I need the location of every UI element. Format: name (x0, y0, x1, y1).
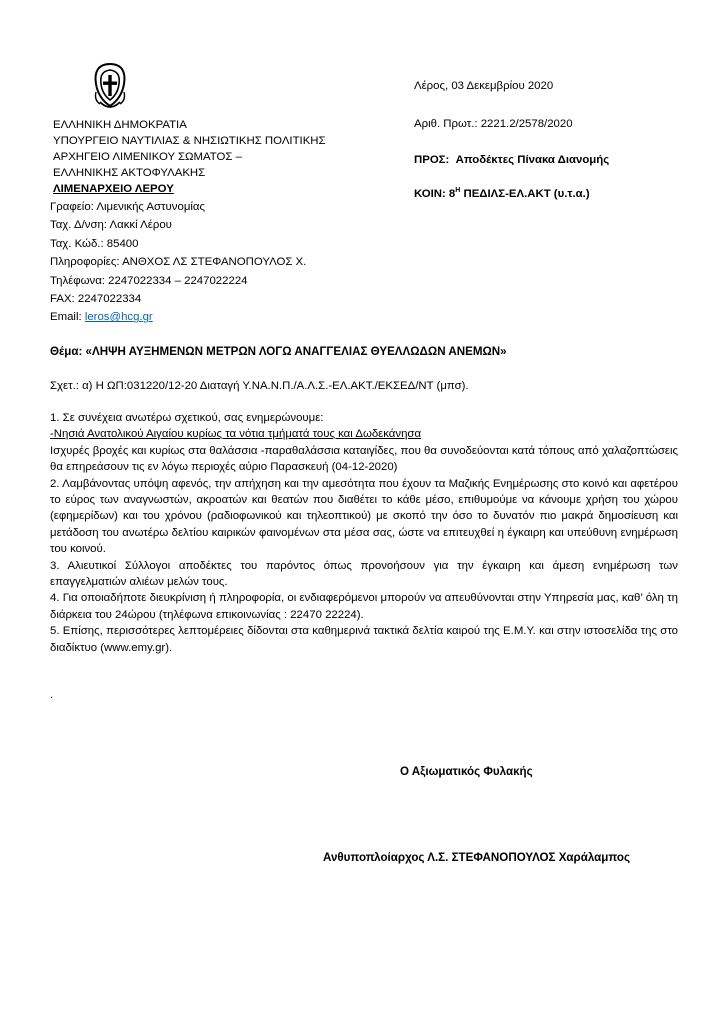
paragraph-4: 4. Για οποιαδήποτε διευκρίνιση ή πληροφορία, οι ενδιαφερόμενοι μπορούν να απευθύνονται στην Υπηρεσία μας, καθ’ όλη τη διάρκεια του 24ώρου (τηλέφωνα επικοινωνίας : 22470 22224). (50, 592, 678, 621)
affected-region: -Νησιά Ανατολικού Αιγαίου κυρίως τα νότια τμήματά τους και Δωδεκάνησα (50, 428, 422, 441)
forecast-detail: Ισχυρές βροχές και κυρίως στα θαλάσσια -παραθαλάσσια καταιγίδες, που θα συνοδεύονται κατά τόπους από χαλαζοπτώσεις θα επηρεάσουν τις εν λόγω περιοχές αύριο Παρασκευή (04-12-2020) (50, 444, 678, 474)
email-link[interactable]: leros@hcg.gr (84, 311, 153, 324)
cc-line (414, 187, 590, 200)
signatory-role: Ο Αξιωματικός Φυλακής (400, 765, 533, 778)
greek-coat-of-arms-icon (92, 62, 128, 112)
sender-line: ΥΠΟΥΡΓΕΙΟ ΝΑΥΤΙΛΙΑΣ & ΝΗΣΙΩΤΙΚΗΣ ΠΟΛΙΤΙΚΗΣ (53, 135, 326, 147)
trailing-dot: . (50, 689, 54, 701)
paragraph-2: 2. Λαμβάνοντας υπόψη αφενός, την απήχηση και την αμεσότητα που έχουν τα Μαζικής Ενημέρωσης στο κοινό και αφετέρου το εύρος των αναγνωστών, ακροατών και θεατών που διαθέτει το κάθε μέσο, επιθυμούμε να κάνουμε χρήση του χώρου (εφημερίδων) και του χρόνου (ραδιοφωνικού και τηλεοπτικού) με σκοπό την όσο το δυνατόν πιο μακρά δημοσίευση και μετάδοση του ανωτέρω δελτίου καιρικών φαινομένων στα μέσα σας, ώστε να επιτευχθεί η έγκαιρη και υπεύθυνη ενημέρωση του κοινού. (50, 477, 678, 556)
cc-superscript: Η (455, 187, 461, 194)
paragraph-3: 3. Αλιευτικοί Σύλλογοι αποδέκτες του παρόντος όπως προνοήσουν για την έγκαιρη και άμεση ενημέρωση των επαγγελματιών αλιέων μελών τους. (50, 559, 678, 589)
contact-person: Πληροφορίες: ΑΝΘΧΟΣ ΛΣ ΣΤΕΦΑΝΟΠΟΥΛΟΣ Χ. (50, 256, 307, 269)
protocol-number: Αριθ. Πρωτ.: 2221.2/2578/2020 (414, 118, 573, 130)
paragraph-5: 5. Επίσης, περισσότερες λεπτομέρειες δίδονται στα καθημερινά τακτικά δελτία καιρού της Ε.Μ.Υ. και στην ιστοσελίδα της στο διαδίκτυο (www.emy.gr). (50, 625, 678, 654)
sender-line: ΕΛΛΗΝΙΚΗ ΔΗΜΟΚΡΑΤΙΑ (53, 119, 187, 131)
fax-number: FAX: 2247022334 (50, 293, 142, 306)
letter-body (50, 410, 678, 656)
sender-block (50, 117, 380, 327)
address: Ταχ. Δ/νση: Λακκί Λέρου (50, 219, 172, 232)
paragraph-1: 1. Σε συνέχεια ανωτέρω σχετικού, σας ενημερώνουμε: (50, 412, 324, 424)
office-name: ΛΙΜΕΝΑΡΧΕΙΟ ΛΕΡΟΥ (53, 183, 174, 195)
cc-label: ΚΟΙΝ: 8 (414, 188, 456, 200)
department: Γραφείο: Λιμενικής Αστυνομίας (50, 201, 205, 213)
cc-value: ΠΕΔΙΛΣ-ΕΛ.ΑΚΤ (υ.τ.α.) (460, 188, 590, 200)
related-reference: Σχετ.: α) Η ΩΠ:031220/12-20 Διαταγή Υ.ΝΑ.Ν.Π./Α.Λ.Σ.-ΕΛ.ΑΚΤ./ΕΚΣΕΔ/ΝΤ (μπσ). (50, 380, 469, 392)
phone-numbers: Τηλέφωνα: 2247022334 – 2247022224 (50, 274, 248, 287)
sender-line: ΑΡΧΗΓΕΙΟ ΛΙΜΕΝΙΚΟΥ ΣΩΜΑΤΟΣ – (53, 151, 242, 163)
sender-line: ΕΛΛΗΝΙΚΗΣ ΑΚΤΟΦΥΛΑΚΗΣ (53, 167, 206, 179)
to-value: Αποδέκτες Πίνακα Διανομής (455, 154, 610, 166)
to-label: ΠΡΟΣ: (414, 154, 450, 166)
postcode: Ταχ. Κώδ.: 85400 (50, 237, 139, 250)
email-line (50, 308, 380, 326)
email-label: Email: (50, 311, 85, 324)
document-date: Λέρος, 03 Δεκεμβρίου 2020 (414, 80, 554, 92)
recipient-line (414, 154, 609, 166)
signatory-name: Ανθυποπλοίαρχος Λ.Σ. ΣΤΕΦΑΝΟΠΟΥΛΟΣ Χαράλαμπος (323, 851, 631, 864)
subject-line: Θέμα: «ΛΗΨΗ ΑΥΞΗΜΕΝΩΝ ΜΕΤΡΩΝ ΛΟΓΩ ΑΝΑΓΓΕΛΙΑΣ ΘΥΕΛΛΩΔΩΝ ΑΝΕΜΩΝ» (50, 345, 507, 358)
